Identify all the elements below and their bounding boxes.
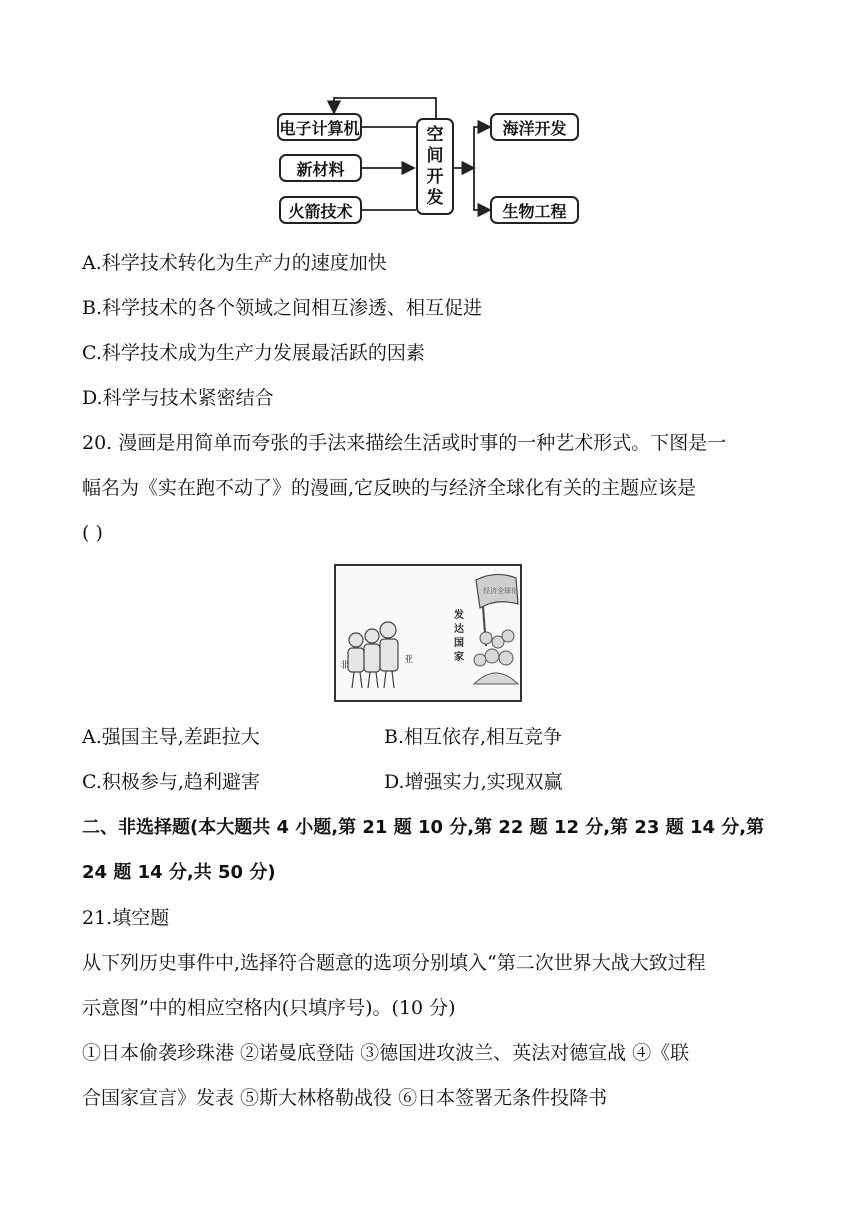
box-bio-label: 生物工程: [502, 201, 567, 221]
cartoon-label-char-2: 达: [454, 624, 464, 635]
space-char-4: 发: [426, 187, 444, 208]
q19-option-d: D.科学与技术紧密结合: [82, 387, 274, 409]
section2-heading-line-1: 二、非选择题(本大题共 4 小题,第 21 题 10 分,第 22 题 12 分,第 23 题 14 分,第: [82, 817, 765, 838]
section2-heading-line-2: 24 题 14 分,共 50 分): [82, 862, 276, 883]
cartoon-label-char-1: 发: [454, 610, 464, 621]
q20-option-c: C.积极参与,趋利避害: [82, 771, 260, 793]
cartoon-label-ya: 亚: [404, 655, 414, 665]
q20-option-d: D.增强实力,实现双赢: [384, 771, 563, 793]
q19-option-b: B.科学技术的各个领域之间相互渗透、相互促进: [82, 297, 483, 319]
box-rocket: [279, 196, 362, 224]
cartoon-label-fei: 非: [340, 661, 350, 671]
box-space-development: [416, 118, 454, 215]
cartoon-label-char-3: 国: [454, 638, 464, 649]
q20-option-a: A.强国主导,差距拉大: [82, 726, 260, 748]
q20-option-b: B.相互依存,相互竞争: [384, 726, 563, 748]
box-rocket-label: 火箭技术: [288, 201, 353, 221]
box-computer: [277, 113, 362, 141]
cartoon-drawing: [336, 566, 520, 700]
space-char-3: 开: [426, 166, 444, 187]
q20-stem-line-2: 幅名为《实在跑不动了》的漫画,它反映的与经济全球化有关的主题应该是: [82, 477, 697, 499]
cartoon-label-char-4: 家: [454, 652, 464, 663]
box-materials-label: 新材料: [296, 159, 345, 179]
q21-line-3: ①日本偷袭珍珠港 ②诺曼底登陆 ③德国进攻波兰、英法对德宣战 ④《联: [82, 1042, 690, 1064]
space-char-2: 间: [426, 145, 444, 166]
space-char-1: 空: [426, 124, 444, 145]
q20-stem-line-1: 20. 漫画是用简单而夸张的手法来描绘生活或时事的一种艺术形式。下图是一: [82, 432, 727, 454]
q19-option-c: C.科学技术成为生产力发展最活跃的因素: [82, 342, 425, 364]
q20-stem-line-3: ( ): [82, 522, 103, 544]
q21-title: 21.填空题: [82, 907, 170, 929]
box-bioengineering: [490, 196, 579, 224]
q21-line-1: 从下列历史事件中,选择符合题意的选项分别填入“第二次世界大战大致过程: [82, 952, 706, 974]
q21-line-4: 合国家宣言》发表 ⑤斯大林格勒战役 ⑥日本签署无条件投降书: [82, 1087, 608, 1109]
cartoon-flag-text: 经济全球化: [483, 587, 518, 595]
q19-option-a: A.科学技术转化为生产力的速度加快: [82, 252, 387, 274]
q21-line-2: 示意图”中的相应空格内(只填序号)。(10 分): [82, 997, 456, 1019]
box-ocean: [490, 113, 579, 141]
box-ocean-label: 海洋开发: [502, 118, 567, 138]
box-computer-label: 电子计算机: [279, 118, 360, 138]
box-materials: [279, 154, 362, 182]
cartoon-image: [334, 564, 522, 702]
